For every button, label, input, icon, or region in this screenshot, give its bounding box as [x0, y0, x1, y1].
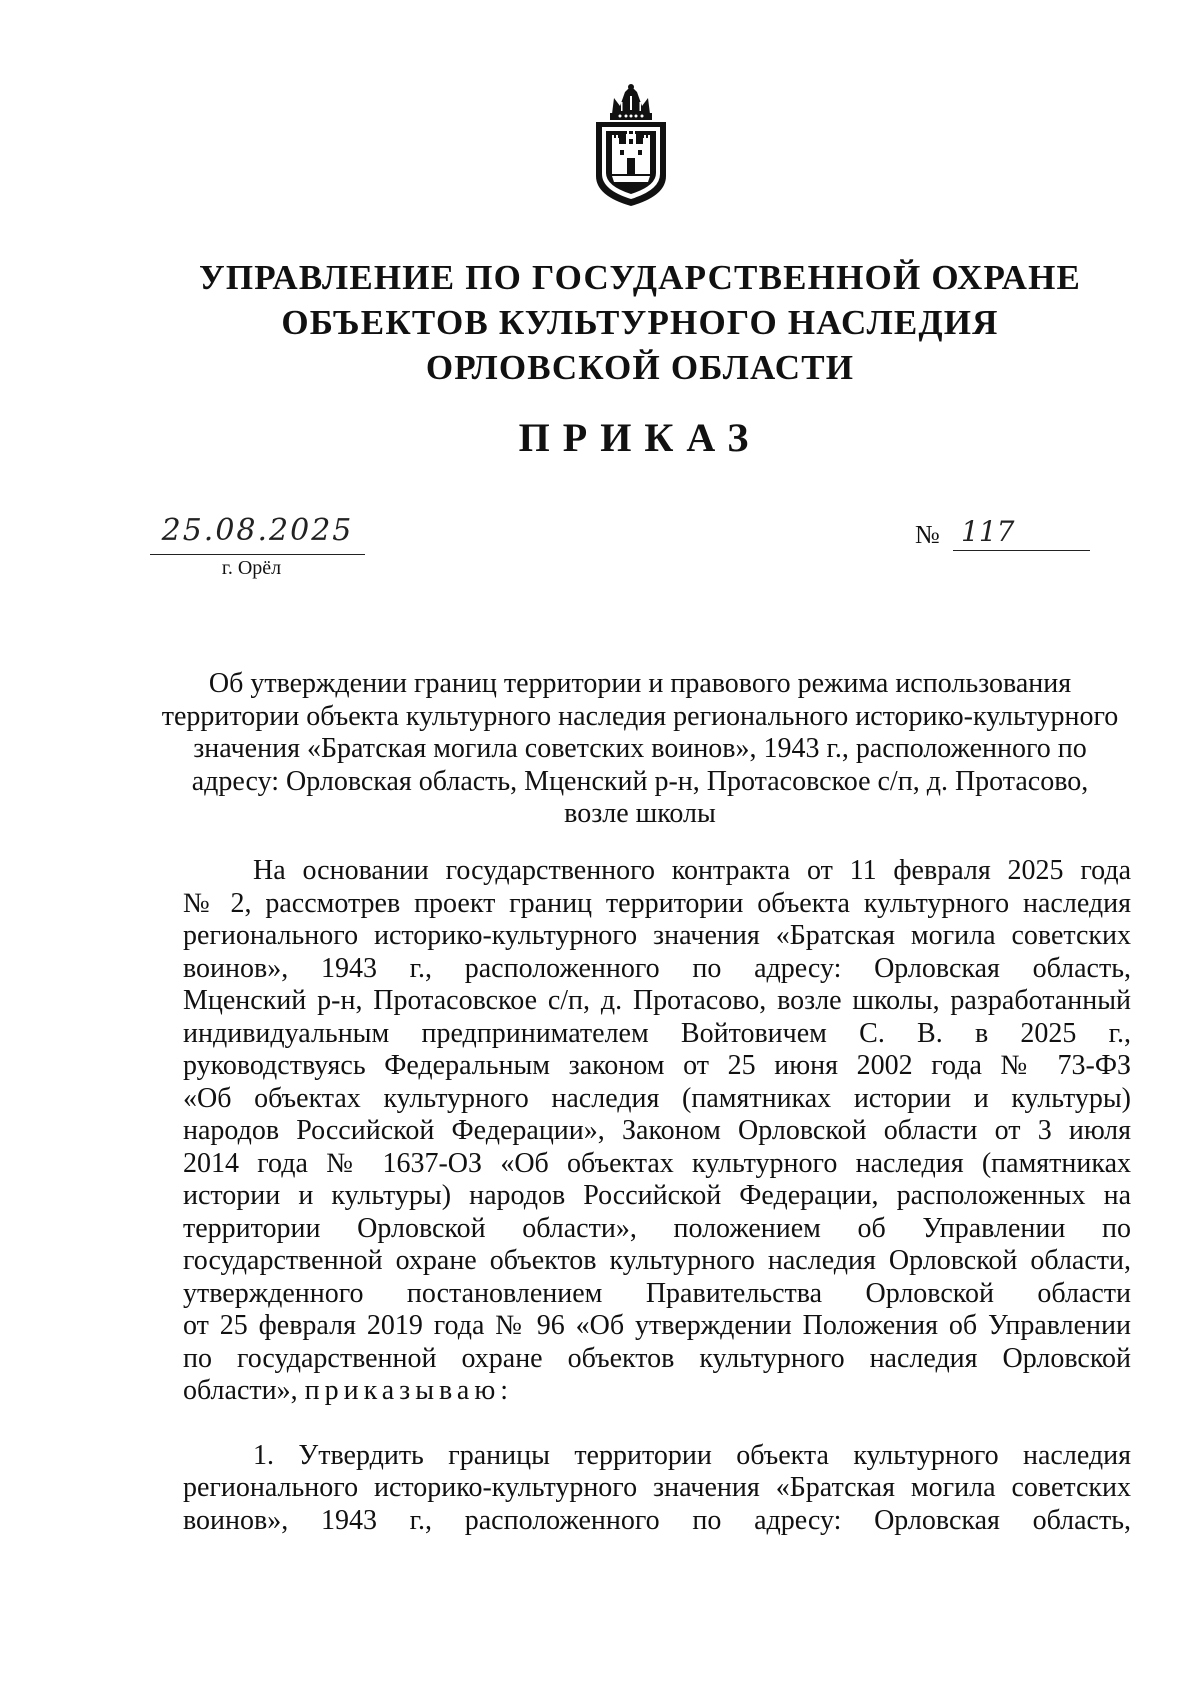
body-line: от 25 февраля 2019 года № 96 «Об утверждении Положения об Управлении: [183, 1310, 1131, 1341]
body-line: воинов», 1943 г., расположенного по адресу: Орловская область,: [183, 952, 1131, 984]
body-line: индивидуальным предпринимателем Войтовичем С. В. в 2025 г.,: [183, 1017, 1131, 1049]
body-line: государственной охране объектов культурного наследия Орловской области,: [183, 1245, 1131, 1276]
body-line: утвержденного постановлением Правительства Орловской области: [183, 1277, 1131, 1309]
body-line: регионального историко-культурного значения «Братская могила советских: [183, 1472, 1131, 1503]
body-line: руководствуясь Федеральным законом от 25 июня 2002 года № 73-ФЗ: [183, 1050, 1131, 1081]
coat-of-arms-emblem: [590, 84, 672, 208]
date-block: [150, 508, 365, 580]
handwritten-number: 117: [953, 514, 1090, 551]
subject-line: возле школы: [564, 798, 716, 829]
subject-line: адресу: Орловская область, Мценский р-н, Протасовское с/п, д. Протасово,: [191, 765, 1089, 797]
city-label: г. Орёл: [221, 557, 282, 579]
order-directive-word: приказываю:: [304, 1375, 514, 1406]
body-line: истории и культуры) народов Российской Федерации, расположенных на: [183, 1180, 1131, 1211]
organization-name-line-1: УПРАВЛЕНИЕ ПО ГОСУДАРСТВЕННОЙ ОХРАНЕ: [198, 258, 1082, 297]
body-line: по государственной охране объектов культурного наследия Орловской: [183, 1342, 1131, 1374]
body-line-final: [183, 1375, 1131, 1408]
body-line: «Об объектах культурного наследия (памятниках истории и культуры): [183, 1082, 1131, 1114]
order-subject: [140, 668, 1140, 831]
document-type-heading: ПРИКАЗ: [518, 415, 762, 460]
body-final-prefix: области»,: [183, 1375, 298, 1406]
body-line: воинов», 1943 г., расположенного по адресу: Орловская область,: [183, 1504, 1131, 1536]
subject-line: территории объекта культурного наследия регионального историко-культурного: [161, 700, 1119, 732]
order-body: [183, 855, 1131, 1537]
body-line: территории Орловской области», положением об Управлении по: [183, 1212, 1131, 1244]
body-line: народов Российской Федерации», Законом Орловской области от 3 июля: [183, 1115, 1131, 1146]
document-number-block: [915, 514, 1090, 554]
organization-name-line-2: ОБЪЕКТОВ КУЛЬТУРНОГО НАСЛЕДИЯ: [281, 303, 999, 342]
body-line: 2014 года № 1637-ОЗ «Об объектах культурного наследия (памятниках: [183, 1147, 1131, 1179]
body-line: № 2, рассмотрев проект границ территории объекта культурного наследия: [183, 887, 1131, 919]
body-line: 1. Утвердить границы территории объекта культурного наследия: [253, 1439, 1131, 1471]
body-line: регионального историко-культурного значения «Братская могила советских: [183, 920, 1131, 951]
subject-line: значения «Братская могила советских воинов», 1943 г., расположенного по: [193, 733, 1087, 764]
paragraph-gap: [183, 1408, 1131, 1440]
organization-name-line-3: ОРЛОВСКОЙ ОБЛАСТИ: [425, 348, 855, 387]
organization-name: [120, 255, 1160, 390]
body-line: На основании государственного контракта от 11 февраля 2025 года: [253, 855, 1131, 886]
body-line: Мценский р-н, Протасовское с/п, д. Протасово, возле школы, разработанный: [183, 985, 1131, 1016]
number-sign: №: [915, 520, 940, 549]
subject-line: Об утверждении границ территории и правового режима использования: [208, 668, 1072, 699]
handwritten-date: 25.08.2025: [150, 508, 365, 555]
